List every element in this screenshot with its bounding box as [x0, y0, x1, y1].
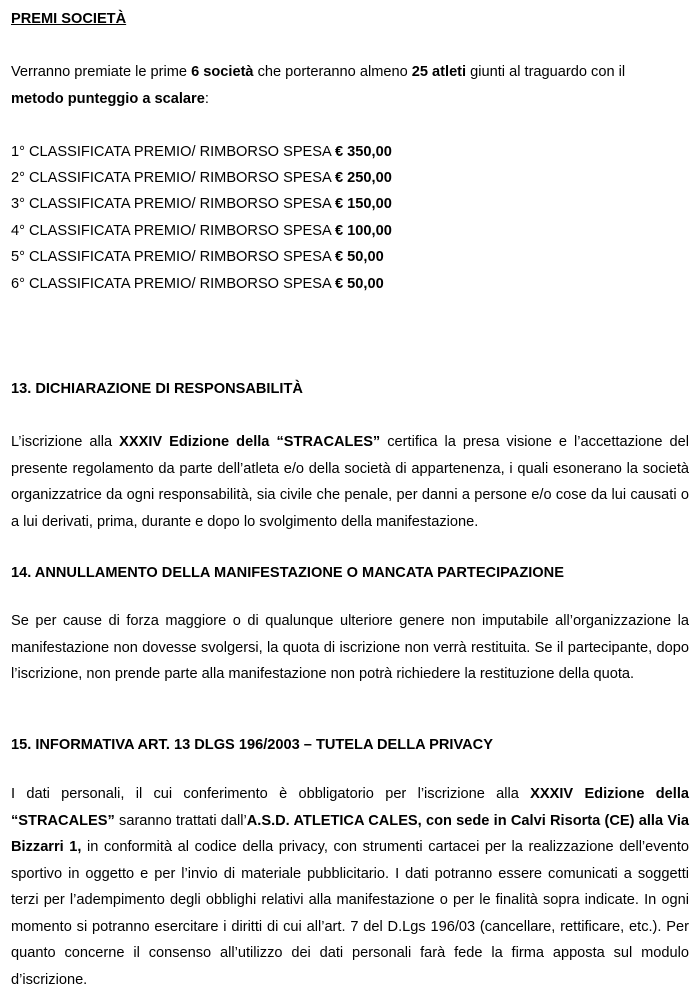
section-13-title: 13. DICHIARAZIONE DI RESPONSABILITÀ	[11, 381, 303, 397]
prize-row: 4° CLASSIFICATA PREMIO/ RIMBORSO SPESA € 100,00	[11, 223, 392, 239]
prize-row: 1° CLASSIFICATA PREMIO/ RIMBORSO SPESA € 350,00	[11, 144, 392, 160]
prize-row: 5° CLASSIFICATA PREMIO/ RIMBORSO SPESA € 50,00	[11, 249, 384, 265]
premi-intro: Verranno premiate le prime 6 società che porteranno almeno 25 atleti giunti al traguardo con il metodo punteggio a scalare:	[11, 64, 626, 107]
premi-title: PREMI SOCIETÀ	[11, 11, 127, 27]
section-14-text: Se per cause di forza maggiore o di qualunque ulteriore genere non imputabile all’organizzazione la manifestazione non dovesse svolgersi, la quota di iscrizione non verrà restituita. Se il partecipante, dopo l’iscrizione, non prende parte alla manifestazione non potrà richiedere la restituzione della quota.	[11, 613, 689, 682]
section-15-text: I dati personali, il cui conferimento è obbligatorio per l’iscrizione alla XXXIV Edizione della “STRACALES” saranno trattati dall’A.S.D. ATLETICA CALES, con sede in Calvi Risorta (CE) alla Via Bizzarri 1, in conformità al codice della privacy, con strumenti cartacei per la realizzazione dell’evento sportivo in oggetto e per l’invio di materiale pubblicitario. I dati potranno essere comunicati a soggetti terzi per l’adempimento degli obblighi relativi alla manifestazione o per le finalità sopra indicate. In ogni momento si potranno esercitare i diritti di cui all’art. 7 del D.Lgs 196/03 (cancellare, rettificare, etc.). Per quanto concerne il consenso all’utilizzo dei dati personali farà fede la firma apposta sul modulo d’iscrizione.	[11, 786, 689, 988]
prize-row: 2° CLASSIFICATA PREMIO/ RIMBORSO SPESA € 250,00	[11, 170, 392, 186]
prize-row: 6° CLASSIFICATA PREMIO/ RIMBORSO SPESA € 50,00	[11, 276, 384, 292]
section-14-title: 14. ANNULLAMENTO DELLA MANIFESTAZIONE O MANCATA PARTECIPAZIONE	[11, 565, 564, 581]
section-13-text: L’iscrizione alla XXXIV Edizione della “STRACALES” certifica la presa visione e l’accettazione del presente regolamento da parte dell’atleta e/o della società di appartenenza, i quali esonerano la società organizzatrice da ogni responsabilità, sia civile che penale, per danni a persone e/o cose da lui causati o a lui derivati, prima, durante e dopo lo svolgimento della manifestazione.	[11, 434, 689, 530]
section-15-title: 15. INFORMATIVA ART. 13 DLGS 196/2003 – TUTELA DELLA PRIVACY	[11, 737, 493, 753]
prize-row: 3° CLASSIFICATA PREMIO/ RIMBORSO SPESA € 150,00	[11, 196, 392, 212]
